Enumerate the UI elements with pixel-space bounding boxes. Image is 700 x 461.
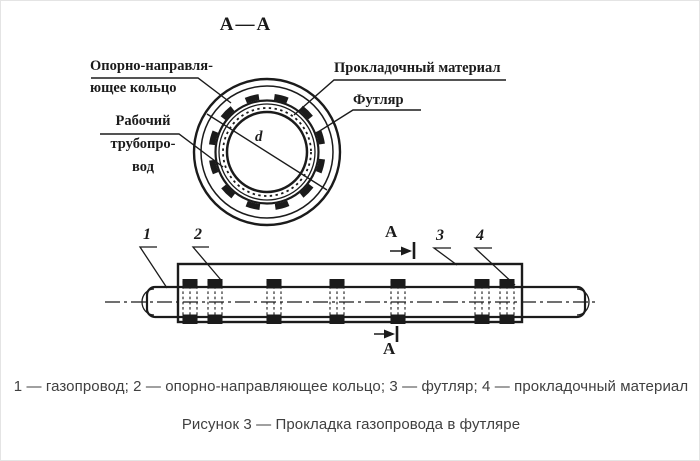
section-view-title: А—А — [219, 14, 273, 35]
section-letter-top: А — [385, 222, 398, 241]
leader-1 — [140, 247, 167, 288]
part-number-4: 4 — [476, 227, 484, 244]
cross-section-view — [194, 79, 340, 225]
label-line: Опорно-направля- — [90, 58, 213, 74]
part-number-2: 2 — [194, 226, 202, 243]
leader-3 — [434, 248, 457, 265]
label-casing: Футляр — [353, 92, 404, 108]
section-letter-bottom: А — [383, 339, 396, 358]
label-support-ring — [90, 55, 213, 99]
diameter-symbol: d — [255, 129, 263, 145]
label-working-pipe — [98, 110, 188, 179]
part-number-3: 3 — [436, 227, 444, 244]
label-line: трубопро- — [110, 136, 176, 152]
label-line: Рабочий — [115, 113, 171, 129]
label-gasket-material: Прокладочный материал — [334, 60, 501, 76]
figure-legend: 1 — газопровод; 2 — опорно-направляющее кольцо; 3 — футляр; 4 — прокладочный материал — [13, 378, 689, 395]
section-arrow-top — [390, 242, 414, 259]
label-line: ющее кольцо — [90, 80, 177, 96]
label-line: вод — [132, 159, 154, 175]
diameter-line — [207, 114, 327, 190]
part-number-1: 1 — [143, 226, 151, 243]
casing-body — [178, 264, 522, 322]
figure-title: Рисунок 3 — Прокладка газопровода в футляре — [181, 416, 521, 433]
longitudinal-view — [105, 242, 598, 342]
